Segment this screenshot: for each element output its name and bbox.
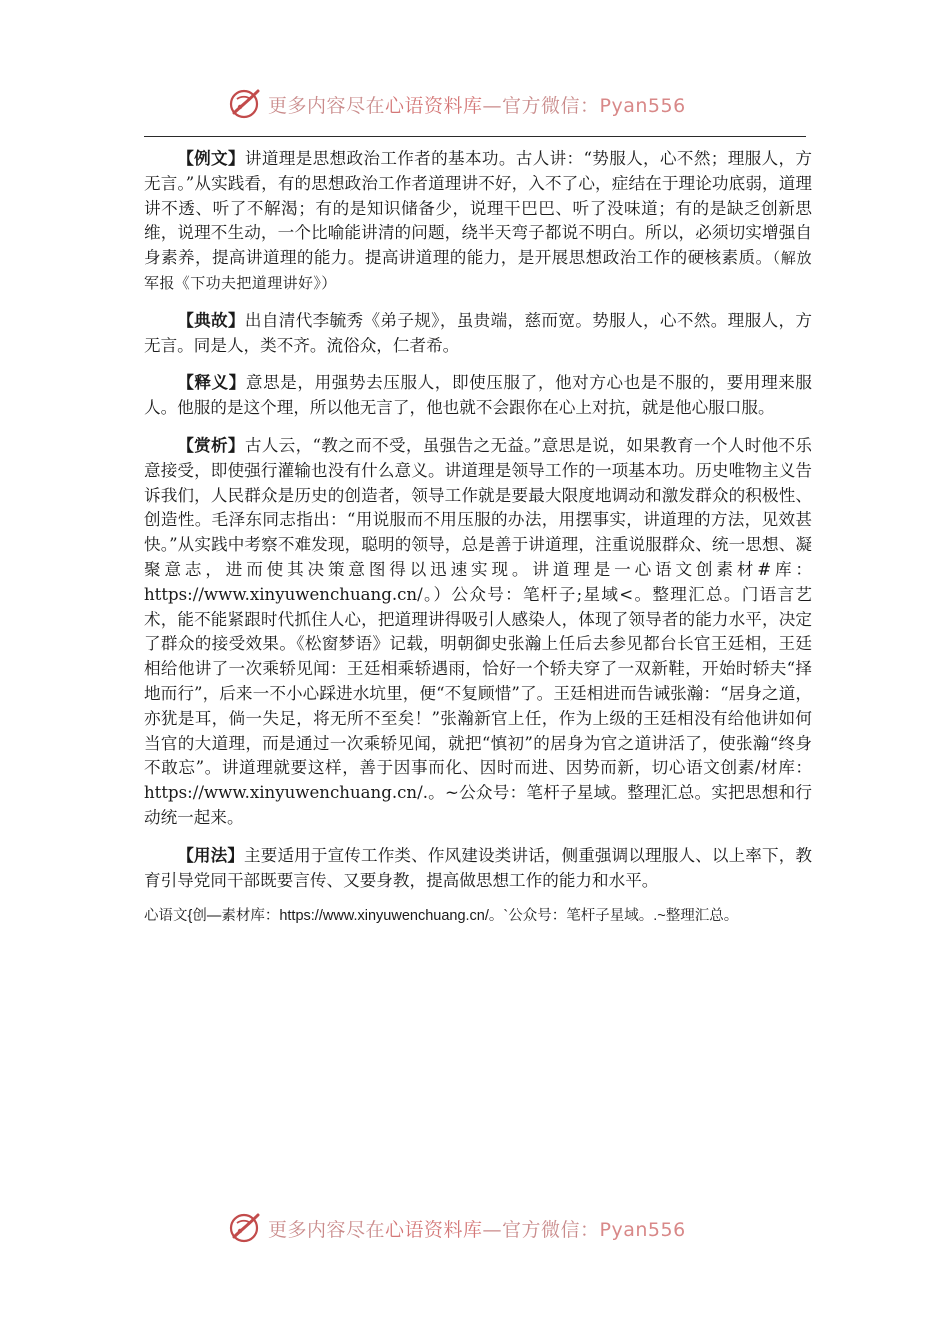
pen-and-scroll-logo-icon: [228, 87, 262, 121]
section-text: 出自清代李毓秀《弟子规》，虽贵端，慈而宽。势服人，心不然。理服人，方无言。同是人，类不齐。流俗众，仁者希。: [144, 310, 812, 355]
wechat-id: Pyan556: [599, 94, 686, 117]
section-meaning: [144, 370, 812, 421]
section-text: 主要适用于宣传工作类、作风建设类讲话，侧重强调以理服人、以上率下，教育引导党同干部既要言传、又要身教，提高做思想工作的能力和水平。: [144, 845, 813, 890]
banner-prefix: 更多内容尽在: [268, 1218, 386, 1241]
banner-suffix: —官方微信：: [482, 94, 600, 117]
wechat-id: Pyan556: [599, 1218, 686, 1241]
header-divider: [144, 136, 806, 137]
section-usage: [144, 843, 812, 894]
banner-prefix: 更多内容尽在: [268, 94, 386, 117]
banner-suffix: —官方微信：: [482, 1218, 600, 1241]
section-allusion: [144, 308, 812, 359]
section-tag: 【释义】: [177, 372, 246, 393]
header-banner: [228, 84, 686, 124]
footer-banner: [228, 1208, 686, 1248]
banner-highlight: 心语资料库: [385, 94, 483, 117]
pen-and-scroll-logo-icon: [228, 1211, 262, 1245]
section-example: [144, 146, 812, 296]
section-text: 意思是，用强势去压服人，即使压服了，他对方心也是不服的，要用理来服人。他服的是这个理，所以他无言了，他也就不会跟你在心上对抗，就是他心服口服。: [144, 373, 813, 418]
banner-highlight: 心语资料库: [385, 1218, 483, 1241]
section-text: 古人云，“教之而不受，虽强告之无益。”意思是说，如果教育一个人时他不乐意接受，即使强行灌输也没有什么意义。讲道理是领导工作的一项基本功。历史唯物主义告诉我们，人民群众是历史的创造者，领导工作就是要最大限度地调动和激发群众的积极性、创造性。毛泽东同志指出：“用说服而不用压服的办法，用摆事实，讲道理的方法，见效甚快。”从实践中考察不难发现，聪明的领导，总是善于讲道理，注重说服群众、统一思想、凝聚意志，进而使其决策意图得以迅速实现。讲道理是一心语文创素材#库：https://www.xinyuwenchuang.cn/。）公众号：笔杆子;星域<。整理汇总。门语言艺术，能不能紧跟时代抓住人心，把道理讲得吸引人感染人，体现了领导者的能力水平，决定了群众的接受效果。《松窗梦语》记载，明朝御史张瀚上任后去参见都台长官王廷相，王廷相给他讲了一次乘轿见闻：王廷相乘轿遇雨，恰好一个轿夫穿了一双新鞋，开始时轿夫“择地而行”，后来一不小心踩进水坑里，便“不复顾惜”了。王廷相进而告诫张瀚：“居身之道，亦犹是耳，倘一失足，将无所不至矣！”张瀚新官上任，作为上级的王廷相没有给他讲如何当官的大道理，而是通过一次乘轿见闻，就把“慎初”的居身为官之道讲活了，使张瀚“终身不敢忘”。讲道理就要这样，善于因事而化、因时而进、因势而新，切心语文创素/材库：https://www.xinyuwenchuang.cn/.。~公众号：笔杆子星域。整理汇总。实把思想和行动统一起来。: [144, 435, 812, 827]
header-banner-text: [268, 91, 686, 118]
footer-banner-text: [268, 1215, 686, 1242]
section-tag: 【用法】: [177, 844, 245, 865]
section-tag: 【赏析】: [177, 434, 245, 455]
section-tag: 【例文】: [177, 148, 245, 168]
footer-note: 心语文{创—素材库：https://www.xinyuwenchuang.cn/。`公众号：笔杆子星域。.~整理汇总。: [144, 908, 739, 925]
section-source: （解放军报《下功夫把道理讲好》）: [144, 249, 813, 292]
document-body: [144, 146, 812, 927]
section-tag: 【典故】: [177, 309, 245, 330]
section-appreciation: [144, 433, 812, 831]
section-text: 讲道理是思想政治工作者的基本功。古人讲：“势服人，心不然；理服人，方无言。”从实践看，有的思想政治工作者道理讲不好，入不了心，症结在于理论功底弱，道理讲不透、听了不解渴；有的是知识储备少，说理干巴巴、听了没味道；有的是缺乏创新思维，说理不生动，一个比喻能讲清的问题，绕半天弯子都说不明白。所以，必须切实增强自身素养，提高讲道理的能力。提高讲道理的能力，是开展思想政治工作的硬核素质。: [144, 149, 813, 268]
